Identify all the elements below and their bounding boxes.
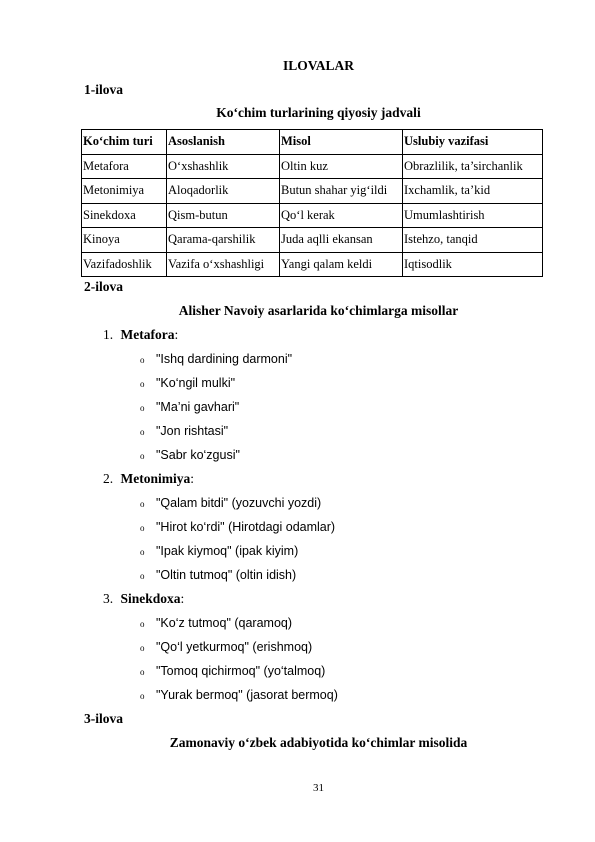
bullet-icon: o <box>140 523 145 534</box>
list-item-text: "Ko‘ngil mulki" <box>156 376 236 390</box>
list-item-text: "Ma’ni gavhari" <box>156 400 240 414</box>
group-heading-sinekdoxa <box>103 591 184 607</box>
colon: : <box>190 471 195 486</box>
appendix-3-label: 3-ilova <box>84 711 123 726</box>
list-item <box>140 495 321 511</box>
bullet-icon: o <box>140 427 145 438</box>
table-cell: Vazifa o‘xshashligi <box>167 252 280 277</box>
table-cell: Umumlashtirish <box>403 203 543 228</box>
table-cell: Metafora <box>82 154 167 179</box>
list-item <box>140 615 292 631</box>
bullet-icon: o <box>140 667 145 678</box>
bullet-icon: o <box>140 403 145 414</box>
table-cell: Oltin kuz <box>280 154 403 179</box>
colon: : <box>180 591 185 606</box>
bullet-icon: o <box>140 451 145 462</box>
page-number: 31 <box>313 782 324 794</box>
table-cell: Vazifadoshlik <box>82 252 167 277</box>
list-item <box>140 567 296 583</box>
table-cell: Ixchamlik, ta’kid <box>403 179 543 204</box>
list-item-text: "Qo‘l yetkurmoq" (erishmoq) <box>156 640 313 654</box>
table-row <box>82 154 543 179</box>
bullet-icon: o <box>140 619 145 630</box>
list-item-text: "Qalam bitdi" (yozuvchi yozdi) <box>156 496 322 510</box>
table-cell: Butun shahar yig‘ildi <box>280 179 403 204</box>
table-cell: Qo‘l kerak <box>280 203 403 228</box>
colon: : <box>174 327 179 342</box>
bullet-icon: o <box>140 691 145 702</box>
table-cell: Istehzo, tanqid <box>403 228 543 253</box>
list-item-text: "Tomoq qichirmoq" (yo‘talmoq) <box>156 664 326 678</box>
table-cell: Obrazlilik, ta’sirchanlik <box>403 154 543 179</box>
list-number: 3. <box>103 591 114 606</box>
table-header-cell: Misol <box>280 130 403 155</box>
comparison-table <box>81 129 543 277</box>
bullet-icon: o <box>140 571 145 582</box>
table-cell: Qarama-qarshilik <box>167 228 280 253</box>
list-item <box>140 519 335 535</box>
table-cell: Juda aqlli ekansan <box>280 228 403 253</box>
table-cell: Metonimiya <box>82 179 167 204</box>
list-item-text: "Ipak kiymoq" (ipak kiyim) <box>156 544 299 558</box>
group-heading-metonimiya <box>103 471 194 487</box>
group-heading-metafora <box>103 327 178 343</box>
list-item <box>140 663 325 679</box>
bullet-icon: o <box>140 379 145 390</box>
table-cell: O‘xshashlik <box>167 154 280 179</box>
list-number: 2. <box>103 471 114 486</box>
table-header-row <box>82 130 543 155</box>
list-number: 1. <box>103 327 114 342</box>
list-item <box>140 375 235 391</box>
modern-title: Zamonaviy o‘zbek adabiyotida ko‘chimlar misolida <box>169 735 468 750</box>
list-item-text: "Yurak bermoq" (jasorat bermoq) <box>156 688 338 702</box>
table-header-cell: Ko‘chim turi <box>82 130 167 155</box>
list-item-text: "Hirot ko‘rdi" (Hirotdagi odamlar) <box>156 520 336 534</box>
list-item-text: "Oltin tutmoq" (oltin idish) <box>156 568 297 582</box>
table-row <box>82 252 543 277</box>
table-title: Ko‘chim turlarining qiyosiy jadvali <box>216 105 421 120</box>
appendix-1-label: 1-ilova <box>84 82 123 97</box>
bullet-icon: o <box>140 355 145 366</box>
list-item <box>140 687 338 703</box>
list-item-text: "Jon rishtasi" <box>156 424 229 438</box>
group-label: Sinekdoxa <box>120 591 181 606</box>
table-row <box>82 228 543 253</box>
table-header-cell: Asoslanish <box>167 130 280 155</box>
bullet-icon: o <box>140 499 145 510</box>
table-cell: Kinoya <box>82 228 167 253</box>
page-heading: ILOVALAR <box>282 58 355 73</box>
table-cell: Sinekdoxa <box>82 203 167 228</box>
list-item-text: "Ko‘z tutmoq" (qaramoq) <box>156 616 293 630</box>
bullet-icon: o <box>140 643 145 654</box>
table-cell: Iqtisodlik <box>403 252 543 277</box>
table-cell: Yangi qalam keldi <box>280 252 403 277</box>
list-item-text: "Sabr ko‘zgusi" <box>156 448 240 462</box>
list-item <box>140 351 292 367</box>
bullet-icon: o <box>140 547 145 558</box>
list-item <box>140 399 239 415</box>
table-row <box>82 179 543 204</box>
table-cell: Qism-butun <box>167 203 280 228</box>
table-header-cell: Uslubiy vazifasi <box>403 130 543 155</box>
list-item <box>140 543 298 559</box>
list-item-text: "Ishq dardining darmoni" <box>156 352 293 366</box>
group-label: Metonimiya <box>120 471 191 486</box>
table-row <box>82 203 543 228</box>
list-item <box>140 639 312 655</box>
list-item <box>140 423 228 439</box>
appendix-2-label: 2-ilova <box>84 279 123 294</box>
examples-title: Alisher Navoiy asarlarida ko‘chimlarga misollar <box>178 303 459 318</box>
table-cell: Aloqadorlik <box>167 179 280 204</box>
list-item <box>140 447 240 463</box>
group-label: Metafora <box>120 327 175 342</box>
